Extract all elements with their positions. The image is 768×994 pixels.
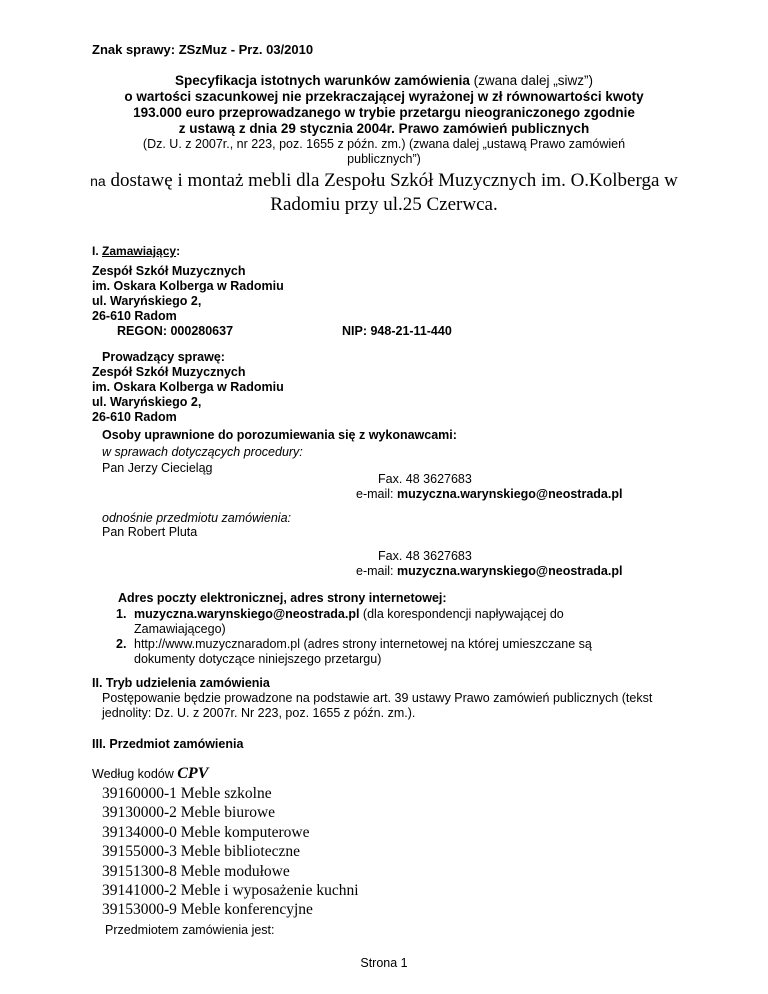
address-website[interactable]: http://www.muzycznaradom.pl (adres strony internetowej na której umieszczane są	[134, 637, 592, 651]
title-spec: Specyfikacja istotnych warunków zamówienia	[175, 73, 470, 88]
procedure-person: Pan Jerzy Ciecieląg	[102, 461, 213, 475]
list-number: 2.	[116, 637, 127, 651]
email-line-2	[356, 564, 622, 579]
address-email[interactable]: muzyczna.warynskiego@neostrada.pl	[134, 607, 360, 621]
contacts-heading: Osoby uprawnione do porozumiewania się z wykonawcami:	[102, 428, 457, 442]
section-3-heading: III. Przedmiot zamówienia	[92, 737, 244, 751]
address-heading: Adres poczty elektronicznej, adres strony internetowej:	[118, 591, 447, 605]
regon: REGON: 000280637	[117, 324, 234, 338]
email-link-2[interactable]: muzyczna.warynskiego@neostrada.pl	[396, 564, 623, 578]
section-1-number: I.	[92, 244, 103, 258]
handler-label: Prowadzący sprawę:	[102, 350, 225, 364]
title-spec-alias: (zwana dalej „siwz”)	[469, 73, 593, 88]
nip: NIP: 948-21-11-440	[342, 324, 452, 338]
cpv-label-text: Według kodów	[92, 767, 178, 781]
address-item-website	[116, 637, 676, 667]
handler-line: Zespół Szkół Muzycznych	[92, 365, 246, 379]
client-line: 26-610 Radom	[92, 309, 177, 323]
email-label: e-mail:	[356, 564, 397, 578]
section-1-title: Zamawiający	[102, 244, 177, 258]
handler-line: im. Oskara Kolberga w Radomiu	[92, 380, 284, 394]
subject-contact-label: odnośnie przedmiotu zamówienia:	[102, 511, 291, 525]
title-line-4: z ustawą z dnia 29 stycznia 2004r. Prawo zamówień publicznych	[178, 121, 590, 136]
cpv-code-item: 39130000-2 Meble biurowe	[102, 804, 276, 822]
list-number: 1.	[116, 607, 127, 621]
handler-address	[92, 365, 284, 425]
client-address	[92, 264, 284, 324]
address-list	[116, 607, 676, 667]
procedure-label: w sprawach dotyczących procedury:	[102, 445, 303, 459]
title-line-5: (Dz. U. z 2007r., nr 223, poz. 1655 z późn. zm.) (zwana dalej „ustawą Prawo zamówień	[142, 137, 626, 151]
section-2-heading: II. Tryb udzielenia zamówienia	[92, 676, 270, 690]
client-line: ul. Waryńskiego 2,	[92, 294, 202, 308]
subject-line-2: Radomiu przy ul.25 Czerwca.	[270, 194, 498, 215]
cpv-label	[92, 764, 208, 783]
handler-line: ul. Waryńskiego 2,	[92, 395, 202, 409]
fax-2: Fax. 48 3627683	[378, 549, 472, 563]
address-website-note-2: dokumenty dotyczące niniejszego przetargu)	[134, 652, 382, 666]
section-1-heading	[92, 244, 180, 258]
cpv-code-item: 39155000-3 Meble biblioteczne	[102, 843, 301, 861]
subject-prefix: na	[90, 173, 106, 189]
subject-intro: Przedmiotem zamówienia jest:	[105, 923, 275, 937]
cpv-code-item: 39160000-1 Meble szkolne	[102, 785, 272, 802]
title-line-2: o wartości szacunkowej nie przekraczającej wyrażonej w zł równowartości kwoty	[124, 89, 644, 104]
subject-line-1	[0, 170, 768, 193]
cpv-code-item: 39151300-8 Meble modułowe	[102, 862, 290, 880]
email-label: e-mail:	[356, 487, 397, 501]
email-line-1	[356, 487, 622, 502]
page-number: Strona 1	[360, 956, 408, 970]
cpv-code-item: 39134000-0 Meble komputerowe	[102, 823, 310, 841]
cpv-code-item: 39153000-9 Meble konferencyjne	[102, 901, 313, 919]
title-line-1	[0, 73, 768, 89]
section-1-colon: :	[176, 244, 181, 258]
cpv-code-list	[102, 784, 359, 920]
subject-person: Pan Robert Pluta	[102, 525, 198, 539]
title-line-6: publicznych”)	[347, 152, 421, 166]
cpv-abbr: CPV	[177, 765, 209, 782]
section-2-body-2: jednolity: Dz. U. z 2007r. Nr 223, poz. 1655 z późn. zm.).	[102, 706, 416, 720]
client-line: Zespół Szkół Muzycznych	[92, 264, 246, 278]
client-line: im. Oskara Kolberga w Radomiu	[92, 279, 284, 293]
address-email-note: (dla korespondencji napływającej do	[359, 607, 564, 621]
subject-text-1: dostawę i montaż mebli dla Zespołu Szkół Muzycznych im. O.Kolberga w	[105, 170, 678, 191]
fax-1: Fax. 48 3627683	[378, 472, 472, 486]
email-link-1[interactable]: muzyczna.warynskiego@neostrada.pl	[396, 487, 623, 501]
title-line-3: 193.000 euro przeprowadzanego w trybie przetargu nieograniczonego zgodnie	[133, 105, 635, 120]
case-number: Znak sprawy: ZSzMuz - Prz. 03/2010	[92, 42, 314, 57]
cpv-code-item: 39141000-2 Meble i wyposażenie kuchni	[102, 882, 359, 900]
address-email-note-2: Zamawiającego)	[134, 622, 226, 636]
section-2-body-1: Postępowanie będzie prowadzone na podstawie art. 39 ustawy Prawo zamówień publicznych (tekst	[102, 691, 653, 705]
address-item-email	[116, 607, 676, 637]
handler-line: 26-610 Radom	[92, 410, 177, 424]
